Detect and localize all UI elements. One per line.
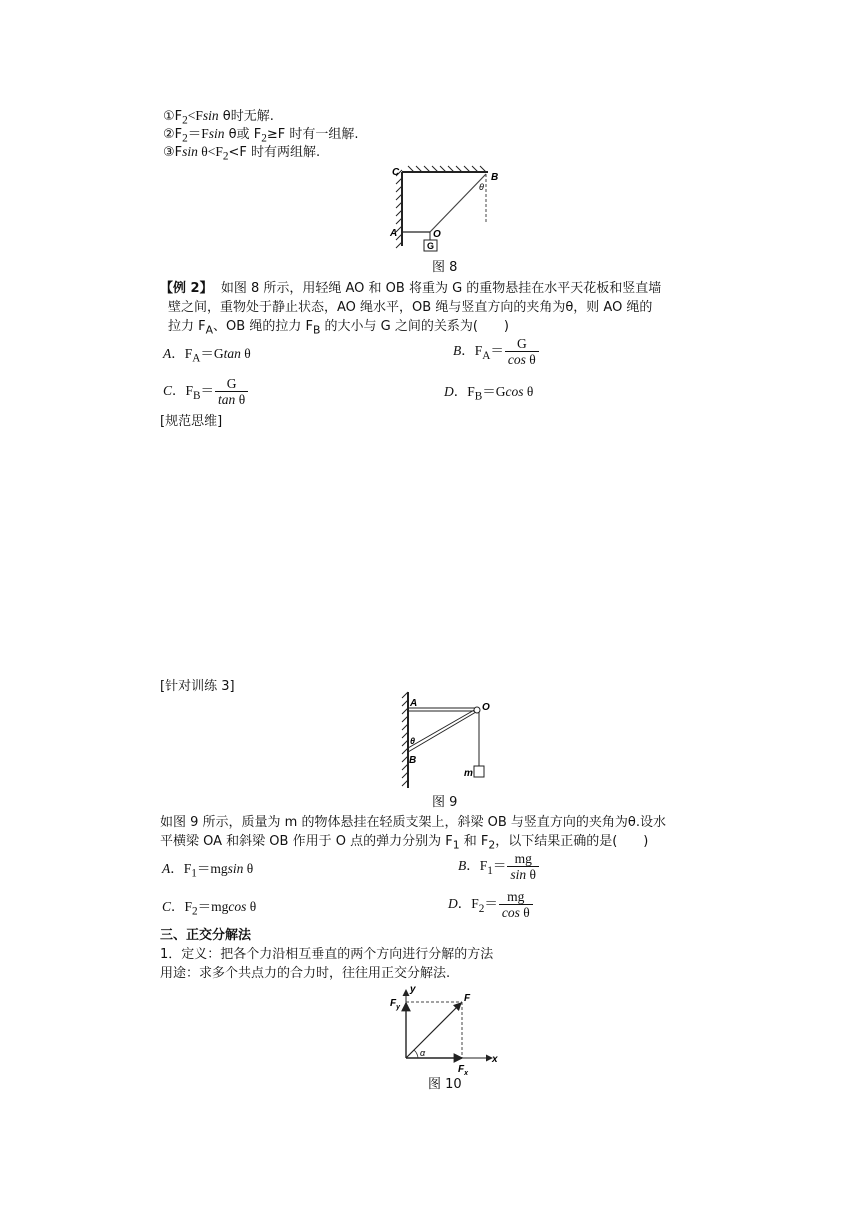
training-3-title: [针对训练 3] [160,679,235,694]
condition-3: ③Fsin $\theta<F_2<F$ 时有两组解. [163,144,321,163]
training-3-option-d[interactable]: D．$F_2=$ $\frac{mg}{\text{cos θ}}$ [448,889,533,921]
figure-8-caption: 图 8 [432,260,458,275]
figure-8-diagram [380,162,510,257]
training-3-option-b[interactable]: B．$F_1=$ $\frac{mg}{\text{sin θ}}$ [458,851,539,883]
fig10-label-f: F [464,993,471,1004]
example-2-option-b[interactable]: B．$F_A=$ $\frac{G}{\text{cos θ}}$ [453,336,539,368]
fig8-label-g: G [427,241,435,251]
guide-label: [规范思维] [160,414,223,429]
figure-9-caption: 图 9 [432,795,458,810]
section-3-definition: 1．定义：把各个力沿相互垂直的两个方向进行分解的方法 [160,947,494,962]
fig10-label-y: y [410,984,416,995]
training-3-option-a[interactable]: A．$F_1=mgsin$ θ [162,861,254,880]
fig8-label-b: B [491,172,499,183]
figure-10-caption: 图 10 [428,1077,462,1092]
fig9-label-b: B [409,755,417,766]
fig9-label-o: O [482,702,490,713]
example-2-option-c[interactable]: C．$F_B=$ $\frac{G}{\text{tan θ}}$ [163,376,248,408]
fig8-label-c: C [392,167,400,178]
fig10-label-alpha: α [420,1048,426,1058]
figure-9-diagram [398,692,498,792]
condition-2: $②F_2=Fsin$ θ或 $F_2\ge F$ 时有一组解. [163,126,359,145]
training-3-line1: 如图 9 所示，质量为 m 的物体悬挂在轻质支架上，斜梁 OB 与竖直方向的夹角为θ.设水 [160,815,666,830]
fig8-label-theta: θ [479,182,484,192]
fig10-label-x: x [492,1054,498,1065]
fig10-label-fx: $F_x$ [458,1064,469,1077]
fig8-label-a: A [390,228,398,239]
fig10-label-fy: $F_y$ [390,998,401,1011]
example-2-line2: 壁之间，重物处于静止状态，AO 绳水平，OB 绳与竖直方向的夹角为θ，则 AO 绳的 [168,300,653,315]
example-2-option-a[interactable]: A．$F_A=Gtan$ θ [163,346,251,365]
example-2-option-d[interactable]: D．$F_B=Gcos$ θ [444,384,534,403]
training-3-option-c[interactable]: C．$F_2=mgcos$ θ [162,899,257,918]
fig9-label-a: A [410,698,418,709]
section-3-heading: 三、正交分解法 [160,928,252,943]
fig9-label-m: m [464,768,473,779]
example-2-line3: 拉力 $F_A$、OB 绳的拉力 $F_B$ 的大小与 G 之间的关系为( ) [168,319,510,337]
example-2-line1: 【例 2】 如图 8 所示，用轻绳 AO 和 OB 将重为 G 的重物悬挂在水平天花板和竖直墙 [160,281,662,296]
training-3-line2: 平横梁 OA 和斜梁 OB 作用于 O 点的弹力分别为 $F_1$ 和 $F_2$，以下结果正确的是( ) [160,834,649,852]
fig8-label-o: O [433,229,441,240]
fig9-label-theta: θ [410,736,416,746]
section-3-usage: 用途：求多个共点力的合力时，往往用正交分解法. [160,966,451,981]
figure-10-diagram [384,984,504,1076]
condition-1: $①F_2<Fsin$ θ时无解. [163,108,274,127]
